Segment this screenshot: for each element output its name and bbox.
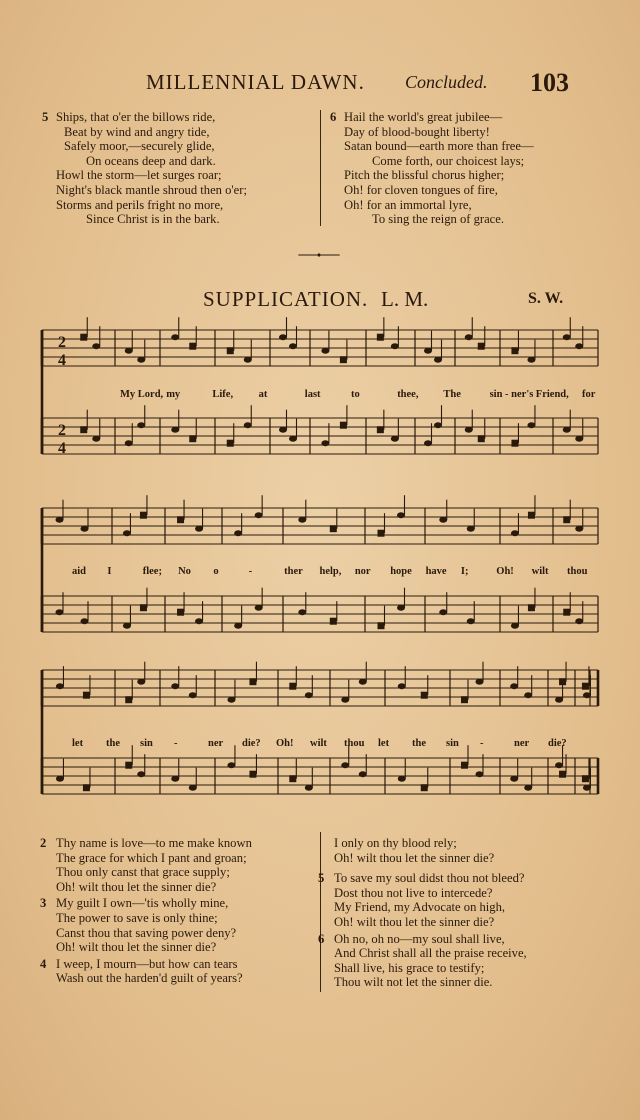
stanza-line: Night's black mantle shroud then o'er; bbox=[56, 182, 247, 197]
stanza-line: Oh! wilt thou let the sinner die? bbox=[56, 940, 217, 955]
stanza-line: Safely moor,—securely glide, bbox=[64, 139, 215, 154]
note-head bbox=[478, 343, 485, 350]
lyric-syllable: I; bbox=[460, 566, 469, 577]
stanza-line: Oh! wilt thou let the sinner die? bbox=[334, 850, 495, 865]
note-head bbox=[563, 334, 571, 340]
note-head bbox=[80, 334, 87, 341]
note-head bbox=[137, 422, 145, 428]
note-head bbox=[559, 771, 566, 778]
stanza-line: Oh! for cloven tongues of fire, bbox=[344, 182, 498, 197]
note-head bbox=[125, 348, 133, 354]
note-head bbox=[582, 683, 589, 690]
lyric-syllable: - bbox=[480, 738, 484, 749]
note-head bbox=[511, 623, 519, 629]
lyric-syllable: let bbox=[378, 738, 390, 749]
stanza-number: 4 bbox=[40, 956, 47, 971]
stanza-line: Pitch the blissful chorus higher; bbox=[344, 168, 505, 183]
note-head bbox=[398, 683, 406, 689]
note-head bbox=[321, 440, 329, 446]
lyric-syllable: - bbox=[174, 738, 178, 749]
lyric-syllable: die? bbox=[548, 738, 567, 749]
note-head bbox=[424, 440, 432, 446]
stanza-line: Canst thou that saving power deny? bbox=[56, 925, 237, 940]
note-head bbox=[171, 334, 179, 340]
note-head bbox=[83, 692, 90, 699]
note-head bbox=[289, 343, 297, 349]
note-head bbox=[56, 517, 64, 523]
stanza-line: Hail the world's great jubilee— bbox=[344, 110, 503, 124]
note-head bbox=[137, 679, 145, 685]
note-head bbox=[298, 609, 306, 615]
note-head bbox=[478, 435, 485, 442]
bottom-left-stanzas bbox=[40, 836, 336, 986]
time-signature-top: 2 bbox=[58, 422, 66, 439]
note-head bbox=[249, 678, 256, 685]
stanza-number: 3 bbox=[40, 896, 47, 911]
note-head bbox=[189, 692, 197, 698]
stanza-line: Oh! wilt thou let the sinner die? bbox=[56, 879, 217, 894]
stanza-number: 5 bbox=[318, 871, 325, 886]
note-head bbox=[123, 623, 131, 629]
note-head bbox=[81, 526, 89, 532]
note-head bbox=[171, 427, 179, 433]
note-head bbox=[465, 334, 473, 340]
note-head bbox=[140, 604, 147, 611]
note-head bbox=[234, 530, 242, 536]
lyric-syllable: Friend, bbox=[535, 389, 569, 400]
lyric-syllable: The bbox=[443, 389, 461, 400]
note-head bbox=[434, 422, 442, 428]
lyric-syllable: Oh! bbox=[276, 738, 294, 749]
note-head bbox=[527, 422, 535, 428]
note-head bbox=[83, 784, 90, 791]
lyric-syllable: sin bbox=[140, 738, 153, 749]
stanza-line: To sing the reign of grace. bbox=[372, 212, 505, 227]
note-head bbox=[81, 618, 89, 624]
lyric-syllable: wilt bbox=[310, 738, 327, 749]
stanza-line: Thou wilt not let the sinner die. bbox=[334, 975, 493, 990]
lyric-syllable: flee; bbox=[142, 566, 162, 577]
stanza-line: And Christ shall all the praise receive, bbox=[334, 946, 527, 961]
stanza-line: The grace for which I pant and groan; bbox=[56, 850, 247, 865]
note-head bbox=[195, 526, 203, 532]
note-head bbox=[511, 440, 518, 447]
note-head bbox=[378, 622, 385, 629]
note-head bbox=[289, 775, 296, 782]
note-head bbox=[476, 771, 484, 777]
note-head bbox=[528, 512, 535, 519]
lyric-syllable: to bbox=[351, 389, 360, 400]
stanza-line: Day of blood-bought liberty! bbox=[344, 124, 490, 139]
lyric-syllable: help, bbox=[319, 566, 342, 577]
note-head bbox=[510, 776, 518, 782]
note-head bbox=[56, 683, 64, 689]
note-head bbox=[227, 762, 235, 768]
note-head bbox=[575, 436, 583, 442]
lyric-syllable: nor bbox=[354, 566, 371, 577]
note-head bbox=[123, 530, 131, 536]
note-head bbox=[249, 771, 256, 778]
note-head bbox=[461, 762, 468, 769]
stanza-line: Thou only canst that grace supply; bbox=[56, 865, 230, 880]
note-head bbox=[177, 516, 184, 523]
lyric-syllable: thou bbox=[344, 738, 365, 749]
note-head bbox=[421, 784, 428, 791]
note-head bbox=[244, 357, 252, 363]
lyric-syllable: ner bbox=[514, 738, 530, 749]
note-head bbox=[289, 436, 297, 442]
note-head bbox=[56, 609, 64, 615]
lyric-syllable: thee, bbox=[397, 389, 419, 400]
stanza-line: Storms and perils fright no more, bbox=[56, 197, 224, 212]
note-head bbox=[137, 771, 145, 777]
note-head bbox=[397, 605, 405, 611]
note-head bbox=[56, 776, 64, 782]
note-head bbox=[476, 679, 484, 685]
page-title: MILLENNIAL DAWN. bbox=[146, 70, 365, 94]
note-head bbox=[524, 785, 532, 791]
note-head bbox=[227, 347, 234, 354]
lyric-syllable: - bbox=[248, 566, 253, 577]
lyric-syllable: at bbox=[258, 389, 268, 400]
note-head bbox=[92, 343, 100, 349]
bottom-right-stanzas bbox=[318, 836, 614, 990]
lyric-syllable: Oh! bbox=[496, 566, 514, 577]
stanza-line: To save my soul didst thou not bleed? bbox=[334, 871, 525, 886]
note-head bbox=[321, 348, 329, 354]
lyric-syllable: the bbox=[412, 738, 426, 749]
note-head bbox=[289, 683, 296, 690]
lyric-syllable: have bbox=[425, 566, 447, 577]
note-head bbox=[227, 697, 235, 703]
stanza-line: My Friend, my Advocate on high, bbox=[334, 900, 506, 915]
page-subtitle: Concluded. bbox=[405, 72, 488, 92]
note-head bbox=[227, 440, 234, 447]
note-head bbox=[255, 605, 263, 611]
note-head bbox=[140, 512, 147, 519]
stanza-number: 6 bbox=[318, 931, 325, 946]
note-head bbox=[439, 517, 447, 523]
note-head bbox=[377, 426, 384, 433]
note-head bbox=[340, 422, 347, 429]
note-head bbox=[341, 762, 349, 768]
note-head bbox=[510, 683, 518, 689]
stanza-line: Satan bound—earth more than free— bbox=[344, 139, 534, 154]
note-head bbox=[582, 775, 589, 782]
note-head bbox=[527, 357, 535, 363]
time-signature-top: 2 bbox=[58, 334, 66, 351]
note-head bbox=[563, 609, 570, 616]
note-head bbox=[171, 776, 179, 782]
stanza-line: Ships, that o'er the billows ride, bbox=[56, 110, 216, 124]
note-head bbox=[465, 427, 473, 433]
lyric-syllable: for bbox=[582, 389, 596, 400]
note-head bbox=[279, 334, 287, 340]
note-head bbox=[125, 696, 132, 703]
time-signature-bottom: 4 bbox=[58, 440, 66, 457]
note-head bbox=[575, 618, 583, 624]
note-head bbox=[583, 785, 591, 791]
note-head bbox=[279, 427, 287, 433]
note-head bbox=[125, 762, 132, 769]
note-head bbox=[255, 512, 263, 518]
stanza-line: Oh no, oh no—my soul shall live, bbox=[334, 931, 505, 946]
note-head bbox=[330, 618, 337, 625]
note-head bbox=[511, 347, 518, 354]
stanza-line: The power to save is only thine; bbox=[56, 910, 218, 925]
note-head bbox=[397, 512, 405, 518]
stanza-line: Come forth, our choicest lays; bbox=[372, 153, 525, 168]
note-head bbox=[439, 609, 447, 615]
note-head bbox=[377, 334, 384, 341]
lyric-syllable: hope bbox=[390, 566, 412, 577]
note-head bbox=[528, 604, 535, 611]
tune-meter: L. M. bbox=[381, 287, 429, 311]
note-head bbox=[305, 785, 313, 791]
stanza-number: 5 bbox=[42, 110, 49, 124]
note-head bbox=[298, 517, 306, 523]
tune-author: S. W. bbox=[528, 290, 564, 307]
note-head bbox=[563, 427, 571, 433]
stanza-line: Thy name is love—to me make known bbox=[56, 836, 252, 850]
note-head bbox=[177, 609, 184, 616]
note-head bbox=[575, 526, 583, 532]
stanza-line: Beat by wind and angry tide, bbox=[64, 124, 210, 139]
note-head bbox=[467, 618, 475, 624]
note-head bbox=[234, 623, 242, 629]
note-head bbox=[305, 692, 313, 698]
lyric-syllable: the bbox=[106, 738, 120, 749]
stanza-line: Dost thou not live to intercede? bbox=[334, 885, 493, 900]
note-head bbox=[555, 762, 563, 768]
note-head bbox=[359, 679, 367, 685]
stanza-number: 6 bbox=[330, 110, 337, 124]
note-head bbox=[330, 525, 337, 532]
lyric-syllable: o bbox=[213, 566, 219, 577]
note-head bbox=[575, 343, 583, 349]
lyric-syllable: sin bbox=[446, 738, 459, 749]
note-head bbox=[398, 776, 406, 782]
note-head bbox=[555, 697, 563, 703]
note-head bbox=[341, 697, 349, 703]
stanza-number: 2 bbox=[40, 836, 47, 850]
stanza-line: Since Christ is in the bark. bbox=[86, 212, 220, 227]
note-head bbox=[524, 692, 532, 698]
stanza-line: I weep, I mourn—but how can tears bbox=[56, 956, 238, 971]
note-head bbox=[424, 348, 432, 354]
note-head bbox=[583, 692, 591, 698]
note-head bbox=[467, 526, 475, 532]
lyric-syllable: last bbox=[304, 389, 321, 400]
stanza-line: Wash out the harden'd guilt of years? bbox=[56, 971, 243, 986]
stanza-line: On oceans deep and dark. bbox=[86, 153, 216, 168]
stanza-line: Shall live, his grace to testify; bbox=[334, 960, 485, 975]
lyric-syllable: wilt bbox=[531, 566, 549, 577]
page-number: 103 bbox=[530, 68, 569, 97]
note-head bbox=[391, 436, 399, 442]
note-head bbox=[461, 696, 468, 703]
note-head bbox=[189, 435, 196, 442]
lyric-syllable: die? bbox=[242, 738, 261, 749]
note-head bbox=[171, 683, 179, 689]
note-head bbox=[80, 426, 87, 433]
note-head bbox=[378, 530, 385, 537]
note-head bbox=[391, 343, 399, 349]
note-head bbox=[137, 357, 145, 363]
stanza-line: Howl the storm—let surges roar; bbox=[56, 168, 222, 183]
note-head bbox=[195, 618, 203, 624]
time-signature-bottom: 4 bbox=[58, 352, 66, 369]
lyric-syllable: thou bbox=[567, 566, 588, 577]
lyric-syllable: my bbox=[166, 389, 181, 400]
stanza-line: I only on thy blood rely; bbox=[334, 836, 457, 850]
note-head bbox=[189, 785, 197, 791]
note-head bbox=[92, 436, 100, 442]
note-head bbox=[559, 678, 566, 685]
note-head bbox=[421, 692, 428, 699]
tune-title: SUPPLICATION. bbox=[203, 287, 369, 311]
note-head bbox=[434, 357, 442, 363]
lyric-syllable: My Lord, bbox=[120, 389, 164, 400]
lyric-syllable: let bbox=[72, 738, 84, 749]
lyric-syllable: ner bbox=[208, 738, 224, 749]
lyric-syllable: No bbox=[178, 566, 191, 577]
note-head bbox=[189, 343, 196, 350]
note-head bbox=[125, 440, 133, 446]
lyric-syllable: Life, bbox=[212, 389, 234, 400]
note-head bbox=[340, 356, 347, 363]
lyric-syllable: aid bbox=[72, 566, 87, 577]
stanza-line: My guilt I own—'tis wholly mine, bbox=[56, 896, 229, 911]
note-head bbox=[359, 771, 367, 777]
note-head bbox=[244, 422, 252, 428]
note-head bbox=[511, 530, 519, 536]
lyric-syllable: sin - ner's bbox=[489, 389, 534, 400]
lyric-syllable: I bbox=[107, 566, 112, 577]
note-head bbox=[563, 516, 570, 523]
stanza-line: Oh! wilt thou let the sinner die? bbox=[334, 914, 495, 929]
stanza-line: Oh! for an immortal lyre, bbox=[344, 197, 472, 212]
lyric-syllable: ther bbox=[284, 566, 303, 577]
